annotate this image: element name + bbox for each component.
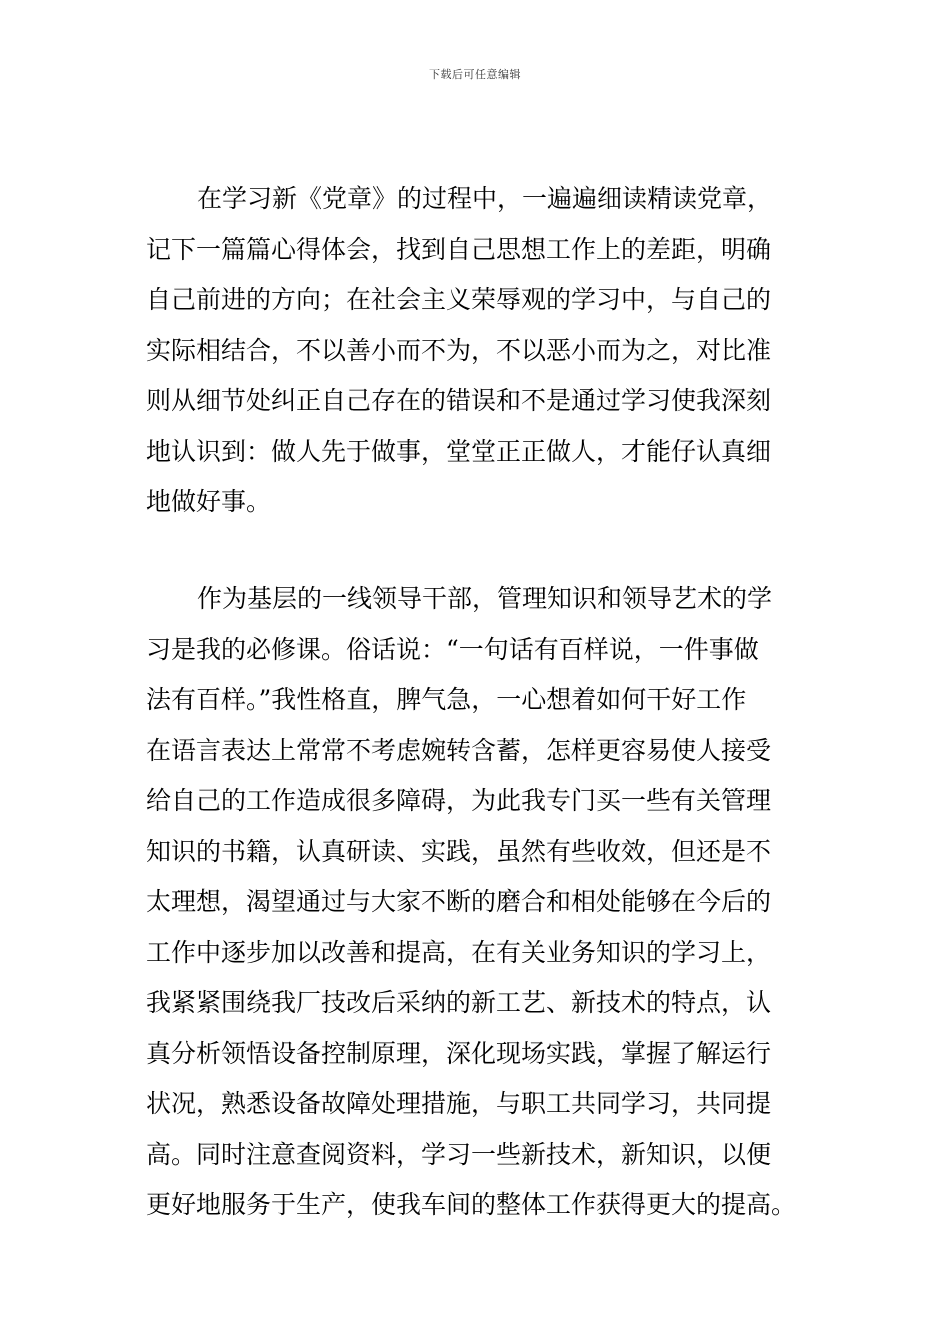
paragraph-line: 给自己的工作造成很多障碍，为此我专门买一些有关管理 — [146, 786, 772, 815]
paragraph-line: 知识的书籍，认真研读、实践，虽然有些收效，但还是不 — [146, 836, 772, 866]
paragraph-line: 地认识到：做人先于做事，堂堂正正做人，才能仔认真细 — [146, 436, 772, 466]
paragraph-line: 地做好事。 — [146, 487, 272, 516]
paragraph-line: 在学习新《党章》的过程中，一遍遍细读精读党章， — [197, 184, 773, 213]
paragraph-line: 我紧紧围绕我厂技改后采纳的新工艺、新技术的特点，认 — [146, 988, 772, 1017]
paragraph-line: 高。同时注意查阅资料，学习一些新技术，新知识，以便 — [146, 1139, 772, 1169]
paragraph-line: 更好地服务于生产，使我车间的整体工作获得更大的提高。 — [146, 1190, 797, 1219]
paragraph-line: 在语言表达上常常不考虑婉转含蓄，怎样更容易使人接受 — [146, 735, 772, 765]
paragraph-line: 则从细节处纠正自己存在的错误和不是通过学习使我深刻 — [146, 386, 772, 415]
paragraph-1 — [146, 174, 806, 528]
paragraph-line: 实际相结合，不以善小而不为，不以恶小而为之，对比准 — [146, 335, 772, 365]
paragraph-line: 法有百样。”我性格直，脾气急，一心想着如何干好工作 — [146, 685, 747, 714]
paragraph-line: 自己前进的方向；在社会主义荣辱观的学习中，与自己的 — [146, 285, 772, 314]
header-note: 下载后可任意编辑 — [429, 68, 521, 81]
paragraph-line: 状况，熟悉设备故障处理措施，与职工共同学习，共同提 — [146, 1089, 772, 1118]
paragraph-line: 工作中逐步加以改善和提高，在有关业务知识的学习上， — [146, 937, 772, 967]
paragraph-line: 习是我的必修课。俗话说：“一句话有百样说，一件事做 — [146, 634, 759, 664]
paragraph-2 — [146, 574, 806, 1231]
paragraph-line: 记下一篇篇心得体会，找到自己思想工作上的差距，明确 — [146, 234, 772, 264]
paragraph-line: 太理想，渴望通过与大家不断的磨合和相处能够在今后的 — [146, 887, 772, 916]
paragraph-line: 真分析领悟设备控制原理，深化现场实践，掌握了解运行 — [146, 1038, 772, 1068]
paragraph-line: 作为基层的一线领导干部，管理知识和领导艺术的学 — [197, 584, 773, 613]
